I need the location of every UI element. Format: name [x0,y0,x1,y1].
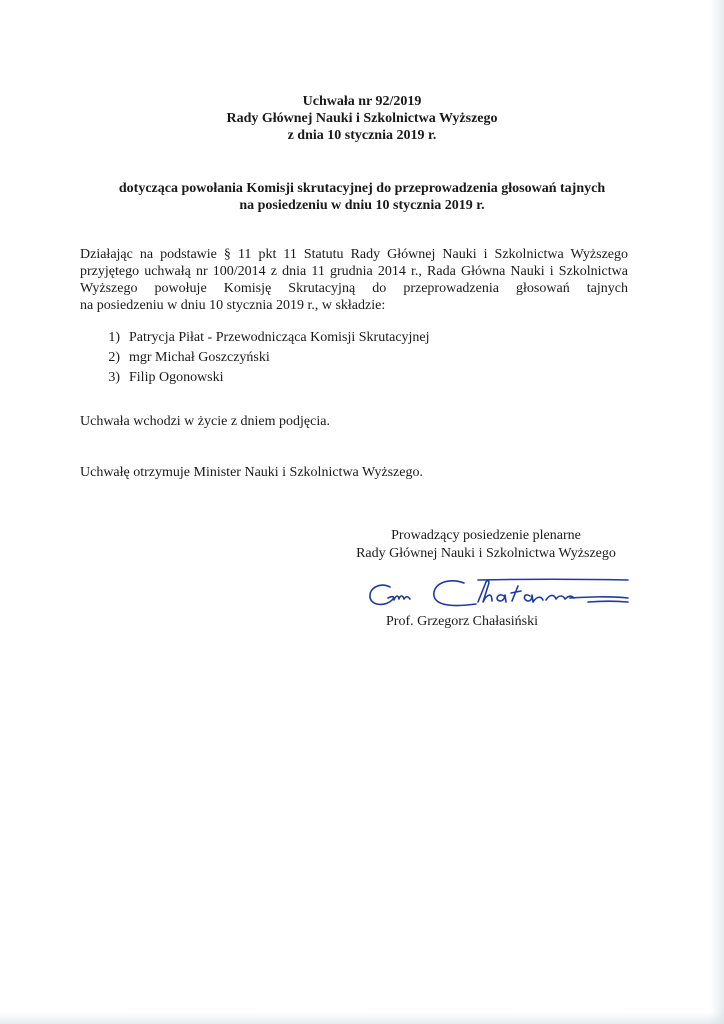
signature-role [336,527,636,563]
list-item-number: 3) [108,370,120,385]
list-item [80,348,430,368]
intro-line-3: Wyższego powołuje Komisję Skrutacyjną do przeprowadzenia głosowań tajnych [80,281,628,296]
list-item-number: 2) [108,350,120,365]
scan-edge-shadow [710,0,724,1024]
intro-line-4: na posiedzeniu w dniu 10 stycznia 2019 r., w składzie: [80,298,386,313]
intro-line-2: przyjętego uchwałą nr 100/2014 z dnia 11 grudnia 2014 r., Rada Główna Nauki i Szkolnictwa [80,264,628,279]
signer-name: Prof. Grzegorz Chałasiński [386,614,539,629]
handwritten-signature [366,574,646,614]
list-item [80,328,430,348]
resolution-date: z dnia 10 stycznia 2019 r. [287,128,437,143]
recipient-clause: Uchwałę otrzymuje Minister Nauki i Szkolnictwa Wyższego. [80,465,423,480]
resolution-title: Uchwała nr 92/2019 [302,94,422,109]
effective-clause: Uchwała wchodzi w życie z dniem podjęcia. [80,414,330,429]
list-item [80,368,430,388]
list-item-name: mgr Michał Goszczyński [129,350,270,365]
resolution-subject [0,180,724,214]
intro-line-1: Działając na podstawie § 11 pkt 11 Statutu Rady Głównej Nauki i Szkolnictwa Wyższego [80,247,628,262]
list-item-number: 1) [108,330,120,345]
list-item-name: Patrycja Piłat - Przewodnicząca Komisji Skrutacyjnej [129,330,430,345]
scan-bottom-shadow [0,1012,724,1024]
resolution-body-name: Rady Głównej Nauki i Szkolnictwa Wyższego [226,111,498,126]
subject-line-1: dotycząca powołania Komisji skrutacyjnej do przeprowadzenia głosowań tajnych [118,181,606,196]
committee-member-list [80,328,430,388]
resolution-header [0,93,724,144]
subject-line-2: na posiedzeniu w dniu 10 stycznia 2019 r. [239,198,485,213]
signature-role-line-1: Prowadzący posiedzenie plenarne [391,528,581,543]
intro-paragraph [80,246,628,314]
list-item-name: Filip Ogonowski [129,370,224,385]
signature-role-line-2: Rady Głównej Nauki i Szkolnictwa Wyższego [356,546,616,561]
